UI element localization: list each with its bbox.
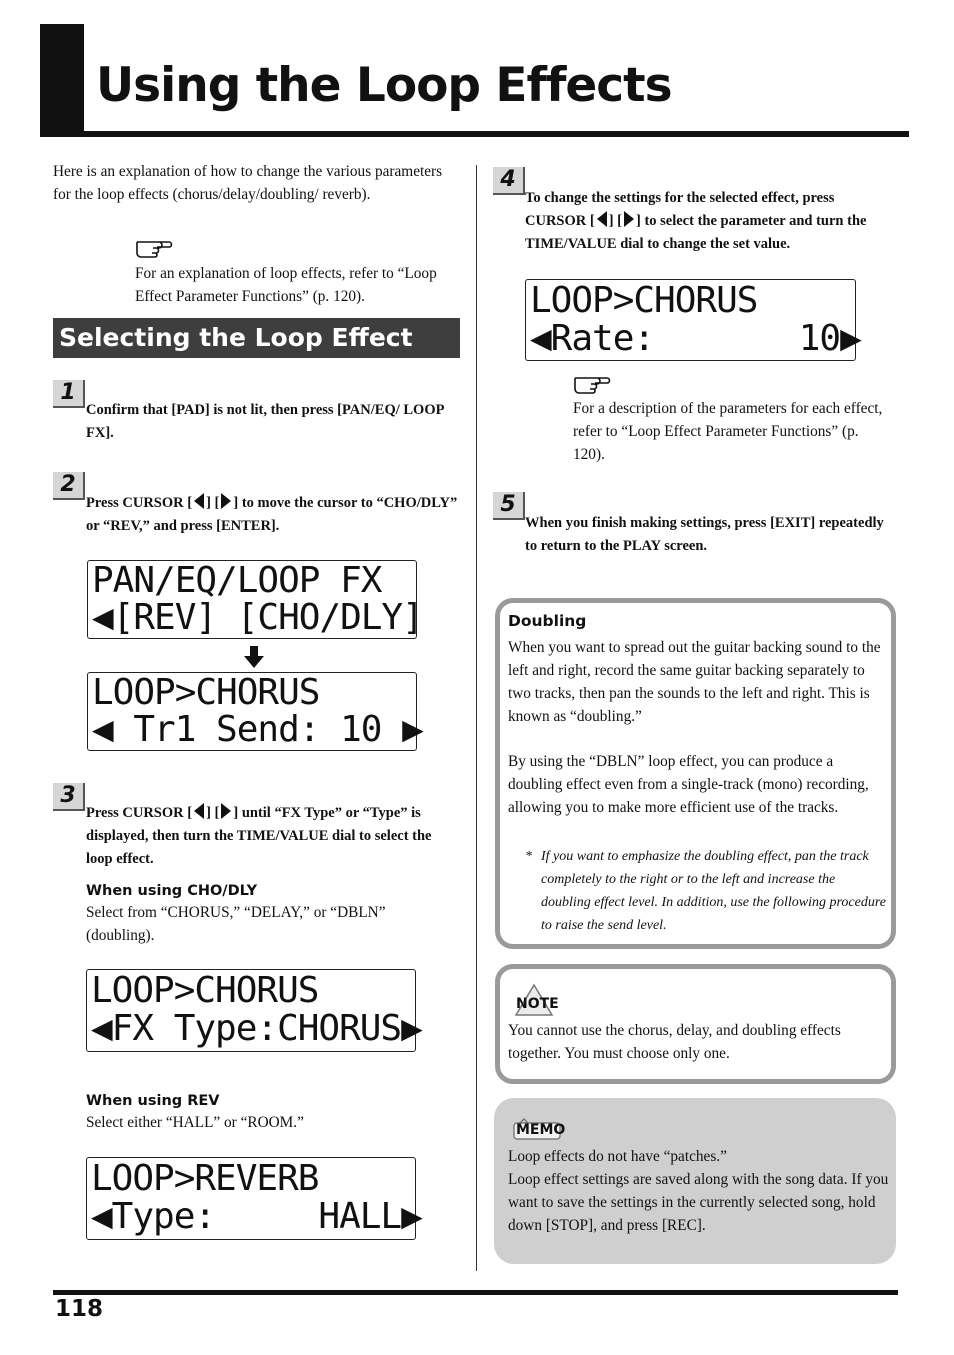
cursor-right-icon bbox=[624, 211, 634, 227]
step-number-4: 4 bbox=[493, 167, 525, 195]
intro-text: Here is an explanation of how to change the various parameters for the loop effects (chorus/delay/doubling/ reverb). bbox=[53, 163, 443, 203]
lcd-line-2: ◀Type: HALL▶ bbox=[91, 1196, 422, 1237]
cursor-left-icon bbox=[194, 493, 204, 509]
note-box bbox=[495, 964, 896, 1084]
step-5-text: When you finish making settings, press [EXIT] repeatedly to return to the PLAY screen. bbox=[525, 515, 884, 554]
cursor-left-icon bbox=[597, 211, 607, 227]
doubling-paragraph-2: By using the “DBLN” loop effect, you can produce a doubling effect even from a single-track (mono) recording, allowing you to make more efficient use of the tracks. bbox=[508, 753, 869, 816]
doubling-title: Doubling bbox=[508, 612, 587, 630]
lcd-line-1: LOOP>CHORUS bbox=[530, 280, 758, 321]
intro-reference-text: For an explanation of loop effects, refer to “Loop Effect Parameter Functions” (p. 120). bbox=[135, 265, 437, 305]
note-text: You cannot use the chorus, delay, and doubling effects together. You must choose only one. bbox=[508, 1022, 841, 1062]
reference-hand-icon bbox=[135, 236, 175, 263]
doubling-note: If you want to emphasize the doubling effect, pan the track completely to the right or to the left and increase the doubling effect level. In addition, use the following procedure to raise the send level. bbox=[541, 849, 887, 933]
step-number-3: 3 bbox=[53, 783, 85, 811]
note-badge: NOTE bbox=[516, 996, 559, 1012]
lcd-line-2: ◀Rate: 10▶ bbox=[530, 318, 861, 359]
step-1-text: Confirm that [PAD] is not lit, then press [PAN/EQ/ LOOP FX]. bbox=[86, 402, 444, 441]
doubling-paragraph-1: When you want to spread out the guitar backing sound to the left and right, record the same guitar backing separately to two tracks, then pan the sounds to the left and right. This is known as “doubling.” bbox=[508, 639, 881, 725]
doubling-box bbox=[495, 598, 896, 949]
step-number-5: 5 bbox=[493, 492, 525, 520]
lcd-fx-type bbox=[86, 969, 422, 1052]
cho-dly-heading: When using CHO/DLY bbox=[86, 883, 258, 899]
title-rule bbox=[40, 131, 909, 137]
lcd-chorus-rate bbox=[525, 279, 861, 361]
step-number-1: 1 bbox=[53, 380, 85, 408]
memo-badge: MEMO bbox=[516, 1122, 566, 1138]
lcd-line-2: ◀[REV] [CHO/DLY] bbox=[92, 597, 423, 638]
lcd-line-1: LOOP>REVERB bbox=[91, 1158, 319, 1199]
step-4-text: To change the settings for the selected effect, press CURSOR [ ] [ ] to select the parameter and turn the TIME/VALUE dial to change the set value. bbox=[525, 190, 867, 252]
memo-line-2: Loop effect settings are saved along with the song data. If you want to save the settings in the currently selected song, hold down [STOP], and press [REC]. bbox=[508, 1171, 889, 1234]
lcd-line-2: ◀FX Type:CHORUS▶ bbox=[91, 1008, 422, 1049]
doubling-note-mark: * bbox=[525, 849, 532, 864]
memo-box bbox=[494, 1098, 896, 1264]
step-2-text: Press CURSOR [ ] [ ] to move the cursor to “CHO/DLY” or “REV,” and press [ENTER]. bbox=[86, 495, 458, 534]
page-title: Using the Loop Effects bbox=[96, 58, 672, 113]
lcd-pan-eq-loop-fx bbox=[87, 560, 423, 639]
cho-dly-text: Select from “CHORUS,” “DELAY,” or “DBLN” (doubling). bbox=[86, 904, 386, 944]
rev-text: Select either “HALL” or “ROOM.” bbox=[86, 1114, 304, 1131]
lcd-chorus-send bbox=[87, 672, 423, 751]
cursor-right-icon bbox=[221, 803, 231, 819]
footer-rule bbox=[53, 1290, 898, 1295]
step-4-reference-text: For a description of the parameters for each effect, refer to “Loop Effect Parameter Functions” (p. 120). bbox=[573, 400, 883, 463]
lcd-reverb-type bbox=[86, 1157, 422, 1240]
memo-line-1: Loop effects do not have “patches.” bbox=[508, 1148, 727, 1165]
cursor-right-icon bbox=[221, 493, 231, 509]
note-icon bbox=[512, 983, 559, 1017]
reference-hand-icon bbox=[573, 372, 613, 399]
title-bar-decoration bbox=[40, 24, 84, 134]
lcd-line-1: PAN/EQ/LOOP FX bbox=[92, 560, 382, 601]
lcd-line-2: ◀ Tr1 Send: 10 ▶ bbox=[92, 709, 423, 750]
cursor-left-icon bbox=[194, 803, 204, 819]
step-3-text: Press CURSOR [ ] [ ] until “FX Type” or “Type” is displayed, then turn the TIME/VALUE dial to select the loop effect. bbox=[86, 805, 432, 867]
memo-icon bbox=[512, 1118, 564, 1142]
down-arrow-icon bbox=[244, 646, 264, 668]
rev-heading: When using REV bbox=[86, 1093, 220, 1109]
page-number: 118 bbox=[55, 1296, 104, 1322]
lcd-line-1: LOOP>CHORUS bbox=[91, 970, 319, 1011]
step-number-2: 2 bbox=[53, 472, 85, 500]
column-divider bbox=[476, 165, 477, 1271]
lcd-line-1: LOOP>CHORUS bbox=[92, 672, 320, 713]
section-heading: Selecting the Loop Effect bbox=[53, 318, 460, 358]
